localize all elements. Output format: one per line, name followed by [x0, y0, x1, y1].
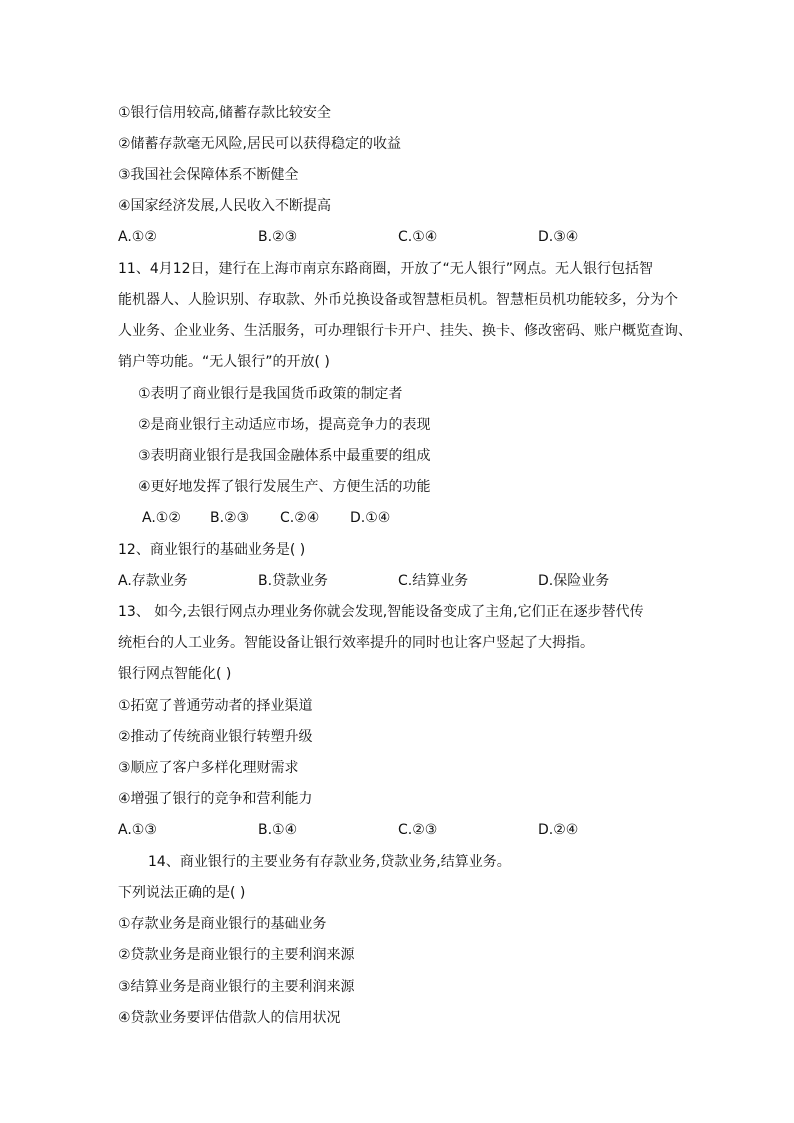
q11-stem-line-4: 销户等功能。“无人银行”的开放( ) — [118, 354, 330, 370]
q13-stem-line-1: 13、 如今,去银行网点办理业务你就会发现,智能设备变成了主角,它们正在逐步替代传 — [118, 604, 644, 620]
q10-option-d: D.③④ — [538, 229, 579, 245]
q14-stem-line-1: 14、商业银行的主要业务有存款业务,贷款业务,结算业务。 — [148, 854, 511, 870]
q13-stem-line-3: 银行网点智能化( ) — [118, 666, 232, 682]
q14-stem-line-2: 下列说法正确的是( ) — [118, 885, 246, 901]
q13-option-a: A.①③ — [118, 822, 157, 838]
q13-option-c: C.②③ — [398, 822, 438, 838]
q11-stem-line-2: 能机器人、人脸识别、存取款、外币兑换设备或智慧柜员机。智慧柜员机功能较多，分为个 — [118, 292, 678, 308]
q14-item-4: ④贷款业务要评估借款人的信用状况 — [118, 1010, 341, 1026]
q10-item-1: ①银行信用较高,储蓄存款比较安全 — [118, 105, 332, 121]
q11-item-4: ④更好地发挥了银行发展生产、方便生活的功能 — [138, 479, 431, 495]
q14-item-3: ③结算业务是商业银行的主要利润来源 — [118, 979, 355, 995]
q10-option-b: B.②③ — [258, 229, 298, 245]
q10-option-c: C.①④ — [398, 229, 438, 245]
q12-option-b: B.贷款业务 — [258, 573, 329, 589]
q11-stem-line-1: 11、4月12日，建行在上海市南京东路商圈，开放了“无人银行”网点。无人银行包括智 — [118, 261, 654, 277]
q14-item-1: ①存款业务是商业银行的基础业务 — [118, 916, 327, 932]
q13-item-3: ③顺应了客户多样化理财需求 — [118, 760, 299, 776]
q13-option-b: B.①④ — [258, 822, 298, 838]
q12-option-d: D.保险业务 — [538, 573, 610, 589]
q11-option-c: C.②④ — [280, 510, 320, 526]
q13-option-d: D.②④ — [538, 822, 579, 838]
q13-item-2: ②推动了传统商业银行转塑升级 — [118, 729, 313, 745]
q13-item-4: ④增强了银行的竞争和营利能力 — [118, 791, 313, 807]
q11-item-1: ①表明了商业银行是我国货币政策的制定者 — [138, 386, 403, 402]
q11-option-a: A.①② — [142, 510, 181, 526]
q11-option-d: D.①④ — [350, 510, 391, 526]
q12-option-a: A.存款业务 — [118, 573, 188, 589]
q11-item-3: ③表明商业银行是我国金融体系中最重要的组成 — [138, 448, 431, 464]
q10-item-2: ②储蓄存款毫无风险,居民可以获得稳定的收益 — [118, 136, 401, 152]
q13-stem-line-2: 统柜台的人工业务。智能设备让银行效率提升的同时也让客户竖起了大拇指。 — [118, 635, 594, 651]
q10-option-a: A.①② — [118, 229, 157, 245]
q13-item-1: ①拓宽了普通劳动者的择业渠道 — [118, 698, 313, 714]
q11-stem-line-3: 人业务、企业业务、生活服务，可办理银行卡开户、挂失、换卡、修改密码、账户概览查询、 — [118, 323, 692, 339]
q14-item-2: ②贷款业务是商业银行的主要利润来源 — [118, 947, 355, 963]
q12-stem: 12、商业银行的基础业务是( ) — [118, 542, 306, 558]
q12-option-c: C.结算业务 — [398, 573, 469, 589]
q11-option-b: B.②③ — [210, 510, 250, 526]
q11-item-2: ②是商业银行主动适应市场，提高竞争力的表现 — [138, 417, 431, 433]
q10-item-3: ③我国社会保障体系不断健全 — [118, 167, 299, 183]
q10-item-4: ④国家经济发展,人民收入不断提高 — [118, 198, 332, 214]
